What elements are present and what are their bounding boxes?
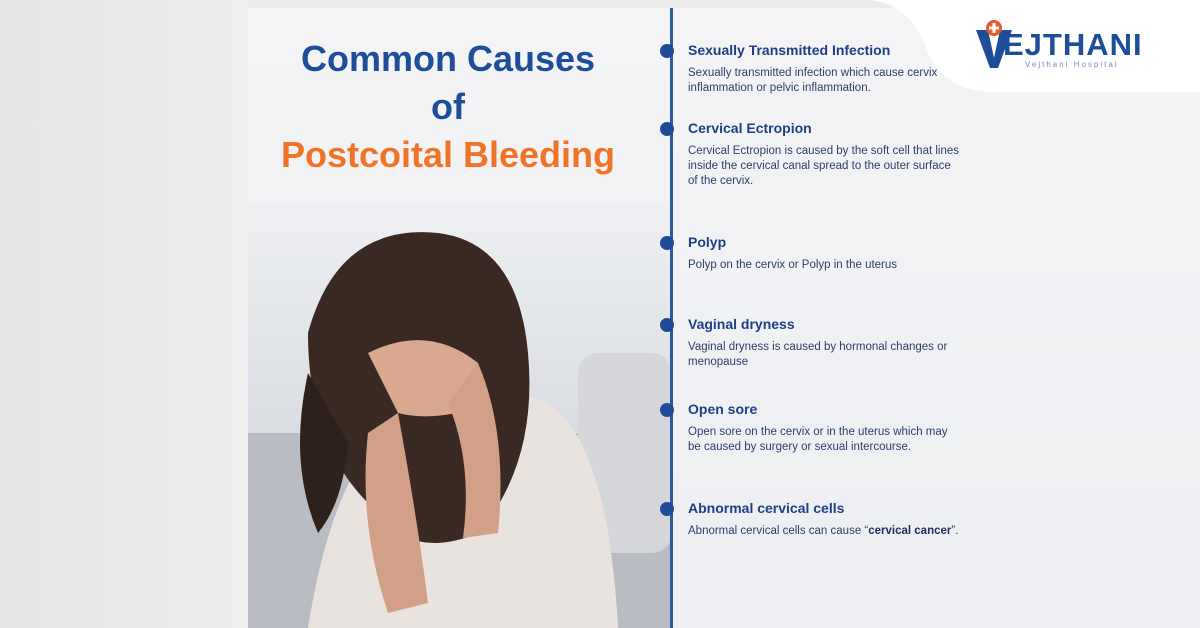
- cause-text: Polyp on the cervix or Polyp in the uterus: [688, 259, 898, 271]
- infographic-panel: [248, 8, 1200, 628]
- bullet-icon: [660, 318, 674, 332]
- cause-item: [660, 401, 960, 455]
- cause-item: [660, 234, 960, 273]
- cause-heading: Vaginal dryness: [688, 316, 795, 332]
- cause-heading: Open sore: [688, 401, 758, 417]
- bullet-icon: [660, 44, 674, 58]
- title-line-2: of: [431, 86, 465, 127]
- cause-text: [688, 524, 960, 539]
- title-line-3: Postcoital Bleeding: [280, 134, 616, 175]
- cause-heading: Polyp: [688, 234, 727, 250]
- left-background: [0, 0, 248, 628]
- woman-photo: [248, 203, 672, 628]
- bullet-icon: [660, 236, 674, 250]
- cause-text-bold: cervical cancer: [868, 525, 952, 537]
- cause-text: Vaginal dryness is caused by hormonal changes or menopause: [688, 341, 948, 368]
- cause-heading: Abnormal cervical cells: [688, 500, 845, 516]
- cause-text-suffix: ”.: [951, 525, 959, 537]
- cause-text: Cervical Ectropion is caused by the soft cell that lines inside the cervical canal spread to the outer surface of the cervix.: [688, 145, 960, 187]
- cause-item: [660, 316, 960, 370]
- bullet-icon: [660, 403, 674, 417]
- bullet-icon: [660, 122, 674, 136]
- cause-heading: Sexually Transmitted Infection: [688, 42, 891, 58]
- cause-text: Sexually transmitted infection which cause cervix inflammation or pelvic inflammation.: [688, 67, 938, 94]
- brand-name: EJTHANI: [1003, 27, 1143, 62]
- bullet-icon: [660, 502, 674, 516]
- cause-heading: Cervical Ectropion: [688, 120, 812, 136]
- cause-text: Open sore on the cervix or in the uterus which may be caused by surgery or sexual intercourse.: [688, 426, 948, 453]
- cause-item: [660, 120, 960, 189]
- cause-item: [660, 500, 960, 539]
- title-line-1: Common Causes: [300, 38, 596, 79]
- cause-text-prefix: Abnormal cervical cells can cause “: [688, 525, 869, 537]
- brand-subtitle: Vejthani Hospital: [1025, 60, 1119, 69]
